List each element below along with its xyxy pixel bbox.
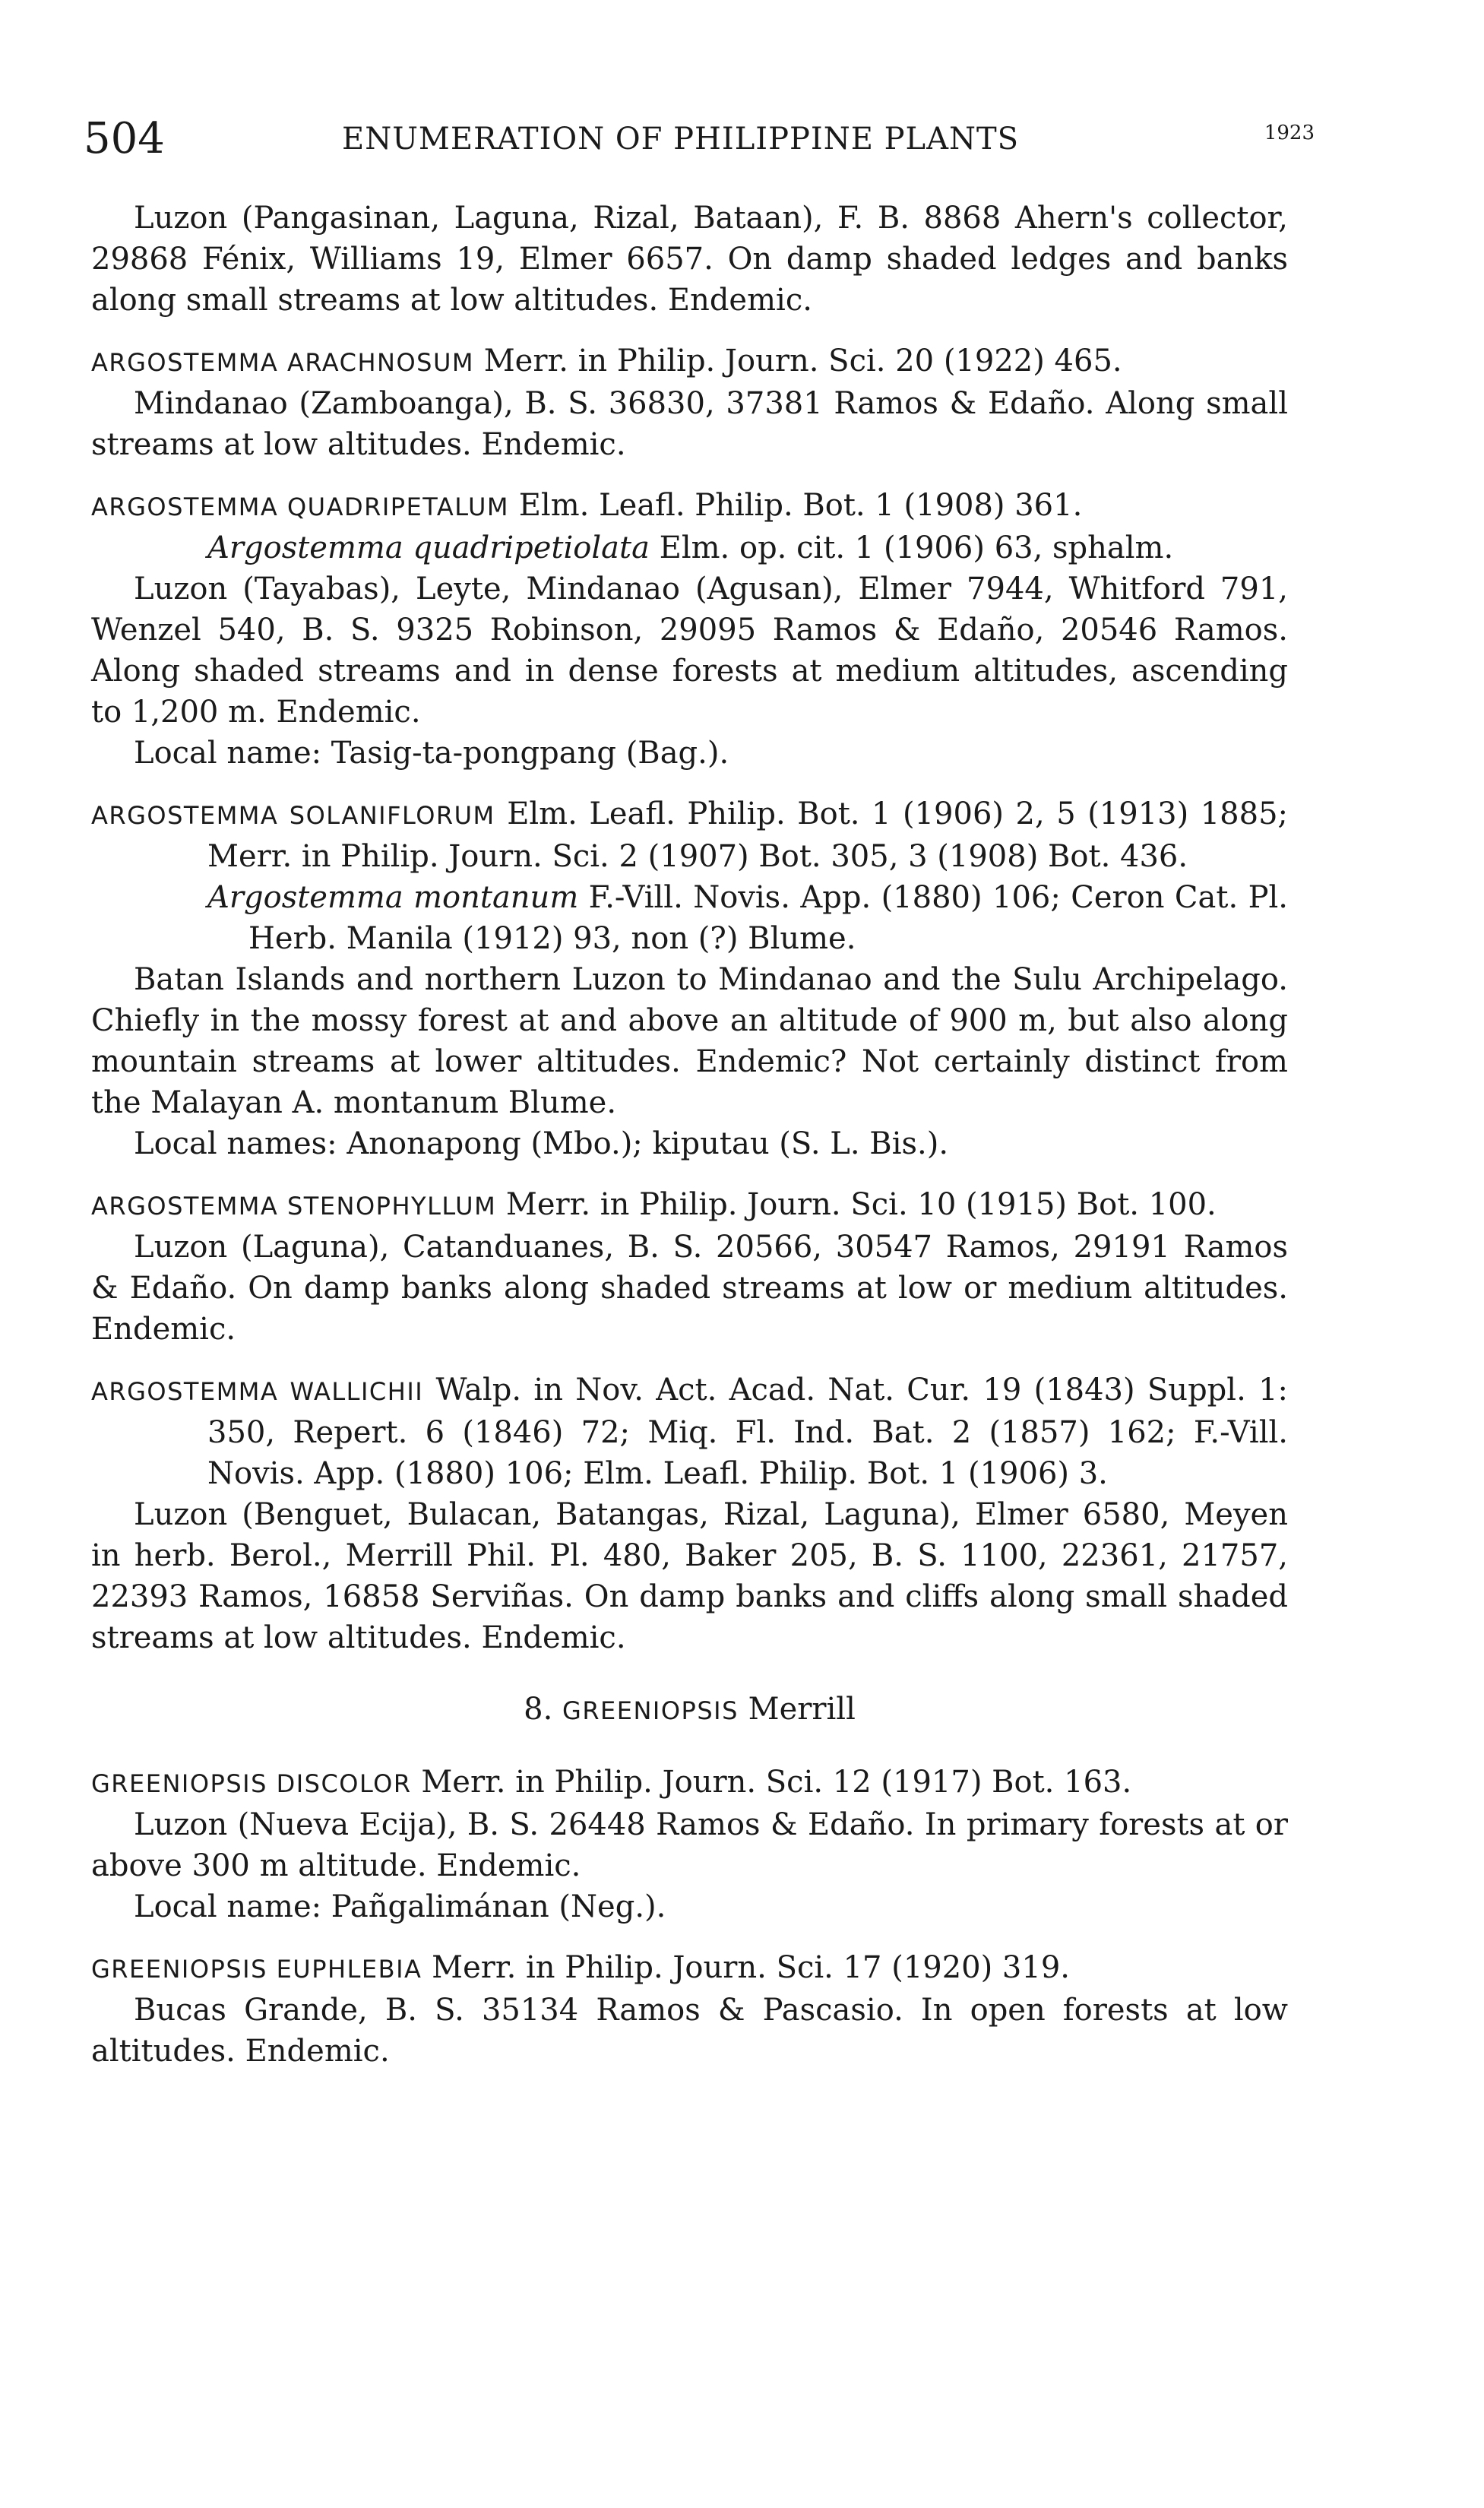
- distribution-paragraph: Luzon (Laguna), Catanduanes, B. S. 20566, 30547 Ramos, 29191 Ramos & Edaño. On damp banks along shaded streams at low or medium altitudes. Endemic.: [91, 1230, 1288, 1347]
- genus-heading: [91, 1689, 1288, 1731]
- species-entry: [91, 1184, 1288, 1227]
- species-name: ARGOSTEMMA SOLANIFLORUM: [91, 801, 495, 830]
- genus-name: GREENIOPSIS: [562, 1696, 739, 1725]
- species-name: ARGOSTEMMA QUADRIPETALUM: [91, 492, 510, 521]
- species-entry: [91, 485, 1288, 527]
- distribution-paragraph: Luzon (Tayabas), Leyte, Mindanao (Agusan), Elmer 7944, Whitford 791, Wenzel 540, B. S. 9325 Robinson, 29095 Ramos & Edaño, 20546 Ramos. Along shaded streams and in dense forests at medium altitudes, ascending to 1,200 m. Endemic.: [91, 572, 1288, 730]
- synonym-line: [91, 527, 1288, 568]
- species-entry: [91, 793, 1288, 877]
- species-citation: Merr. in Philip. Journ. Sci. 12 (1917) Bot. 163.: [421, 1765, 1132, 1800]
- species-citation: Merr. in Philip. Journ. Sci. 10 (1915) Bot. 100.: [505, 1187, 1217, 1222]
- distribution-paragraph: Batan Islands and northern Luzon to Mindanao and the Sulu Archipelago. Chiefly in the mossy forest at and above an altitude of 900 m, but also along mountain streams at lower altitudes. Endemic? Not certainly distinct from the Malayan A. montanum Blume.: [91, 962, 1288, 1120]
- species-citation: Elm. Leafl. Philip. Bot. 1 (1906) 2, 5 (1913) 1885; Merr. in Philip. Journ. Sci. 2 (1907) Bot. 305, 3 (1908) Bot. 436.: [207, 796, 1289, 874]
- species-citation: Walp. in Nov. Act. Acad. Nat. Cur. 19 (1843) Suppl. 1: 350, Repert. 6 (1846) 72; Miq. Fl. Ind. Bat. 2 (1857) 162; F.-Vill. Novis. App. (1880) 106; Elm. Leafl. Philip. Bot. 1 (1906) 3.: [207, 1373, 1289, 1491]
- synonym-citation: F.-Vill. Novis. App. (1880) 106; Ceron Cat. Pl. Herb. Manila (1912) 93, non (?) Blume.: [248, 880, 1288, 956]
- distribution-paragraph: Luzon (Nueva Ecija), B. S. 26448 Ramos & Edaño. In primary forests at or above 300 m altitude. Endemic.: [91, 1807, 1288, 1883]
- synonym-name: Argostemma montanum: [207, 880, 579, 915]
- species-name: ARGOSTEMMA ARACHNOSUM: [91, 348, 474, 377]
- local-name: Local name: Pañgalimánan (Neg.).: [134, 1889, 666, 1924]
- page-body: [91, 198, 1288, 2072]
- species-entry: [91, 1370, 1288, 1494]
- species-citation: Merr. in Philip. Journ. Sci. 20 (1922) 465.: [483, 344, 1122, 378]
- genus-number: 8.: [524, 1692, 553, 1727]
- running-title: ENUMERATION OF PHILIPPINE PLANTS: [342, 122, 1020, 157]
- page-header: [84, 114, 1315, 175]
- species-name: GREENIOPSIS EUPHLEBIA: [91, 1955, 422, 1984]
- species-name: ARGOSTEMMA WALLICHII: [91, 1377, 424, 1406]
- local-name: Local name: Tasig-ta-pongpang (Bag.).: [134, 736, 729, 771]
- species-name: GREENIOPSIS DISCOLOR: [91, 1769, 412, 1798]
- species-citation: Merr. in Philip. Journ. Sci. 17 (1920) 319.: [432, 1950, 1070, 1985]
- local-name: Local names: Anonapong (Mbo.); kiputau (S. L. Bis.).: [134, 1126, 949, 1161]
- species-citation: Elm. Leafl. Philip. Bot. 1 (1908) 361.: [518, 488, 1083, 523]
- species-entry: [91, 1762, 1288, 1804]
- header-year: 1923: [1264, 122, 1315, 144]
- distribution-paragraph: Bucas Grande, B. S. 35134 Ramos & Pascasio. In open forests at low altitudes. Endemic.: [91, 1993, 1288, 2069]
- synonym-citation: Elm. op. cit. 1 (1906) 63, sphalm.: [649, 530, 1174, 565]
- species-entry: [91, 1947, 1288, 1990]
- synonym-name: Argostemma quadripetiolata: [207, 530, 650, 565]
- distribution-paragraph: Mindanao (Zamboanga), B. S. 36830, 37381 Ramos & Edaño. Along small streams at low altitudes. Endemic.: [91, 386, 1288, 462]
- page-number: 504: [84, 114, 165, 163]
- species-entry: [91, 340, 1288, 383]
- species-name: ARGOSTEMMA STENOPHYLLUM: [91, 1192, 497, 1221]
- intro-paragraph: Luzon (Pangasinan, Laguna, Rizal, Bataan), F. B. 8868 Ahern's collector, 29868 Fénix, Williams 19, Elmer 6657. On damp shaded ledges and banks along small streams at low altitudes. Endemic.: [91, 201, 1288, 318]
- distribution-paragraph: Luzon (Benguet, Bulacan, Batangas, Rizal, Laguna), Elmer 6580, Meyen in herb. Berol., Merrill Phil. Pl. 480, Baker 205, B. S. 1100, 22361, 21757, 22393 Ramos, 16858 Serviñas. On damp banks and cliffs along small shaded streams at low altitudes. Endemic.: [91, 1497, 1288, 1655]
- genus-author: Merrill: [748, 1692, 856, 1727]
- synonym-line: [91, 877, 1288, 959]
